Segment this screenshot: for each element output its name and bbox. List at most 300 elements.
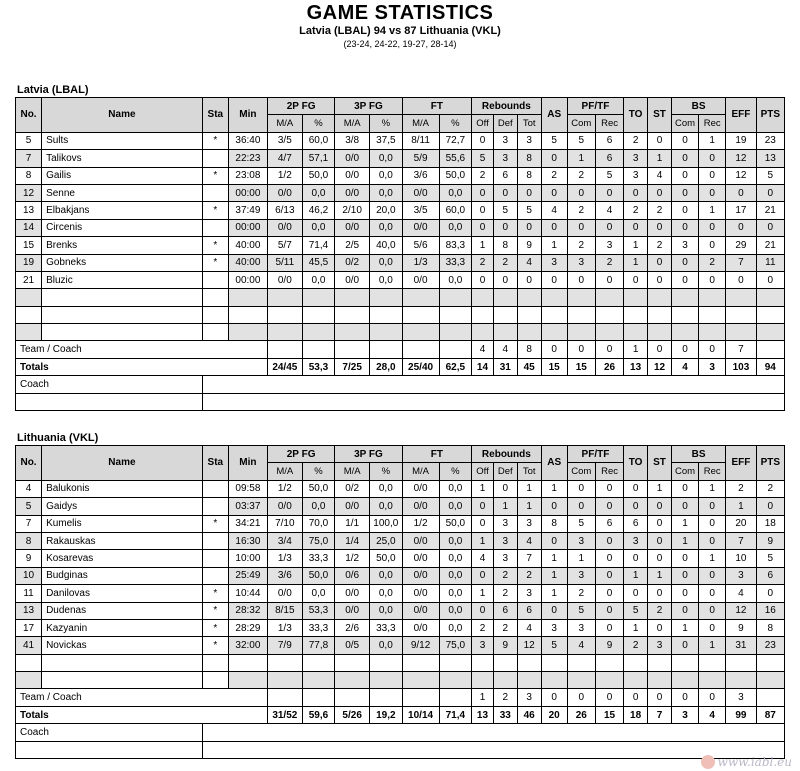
table-cell: 0/0 [402, 602, 439, 619]
table-cell [726, 306, 756, 323]
table-cell: 20 [541, 706, 567, 723]
table-cell: 1 [671, 532, 698, 549]
table-cell: 0/2 [335, 480, 370, 497]
col-header-bs: BS [671, 98, 725, 115]
table-cell: 0/0 [335, 184, 370, 201]
table-cell: 31 [493, 358, 517, 375]
empty-row [16, 324, 785, 341]
table-cell: 5 [756, 167, 784, 184]
table-cell: 0,0 [439, 480, 472, 497]
table-cell: 15 [16, 237, 42, 254]
table-cell: 1 [699, 637, 726, 654]
table-cell [756, 341, 784, 358]
table-cell: 36:40 [228, 132, 267, 149]
table-cell: 0 [648, 689, 672, 706]
table-cell: 37,5 [370, 132, 403, 149]
table-cell: 2 [493, 619, 517, 636]
table-cell: 19 [726, 132, 756, 149]
table-cell: 3 [624, 150, 648, 167]
col-subheader-com: Com [567, 463, 595, 480]
table-cell [595, 289, 623, 306]
table-cell [402, 306, 439, 323]
table-cell: 0,0 [302, 271, 335, 288]
table-cell [370, 306, 403, 323]
table-cell [302, 341, 335, 358]
table-cell: 4 [699, 706, 726, 723]
table-cell: 0 [671, 184, 698, 201]
table-cell [624, 306, 648, 323]
table-cell: 0/0 [335, 585, 370, 602]
table-cell: 10:00 [228, 550, 267, 567]
table-cell: 100,0 [370, 515, 403, 532]
table-cell: 0 [648, 619, 672, 636]
table-cell: 0 [595, 341, 623, 358]
table-cell [472, 306, 494, 323]
table-cell [202, 498, 228, 515]
table-cell [541, 672, 567, 689]
table-cell [335, 341, 370, 358]
col-header-ft: FT [402, 446, 472, 463]
table-cell: 1 [624, 254, 648, 271]
table-cell: 9 [595, 637, 623, 654]
table-cell: 0 [756, 585, 784, 602]
table-cell: 57,1 [302, 150, 335, 167]
table-cell: 6 [517, 602, 541, 619]
col-subheader-ma: M/A [267, 463, 302, 480]
table-cell: 8 [16, 167, 42, 184]
table-cell: 03:37 [228, 498, 267, 515]
table-cell: 3 [726, 689, 756, 706]
table-cell: 0 [671, 167, 698, 184]
table-cell: 28,0 [370, 358, 403, 375]
table-cell: 0 [671, 567, 698, 584]
table-cell [671, 306, 698, 323]
table-cell: 0/0 [402, 184, 439, 201]
table-cell: 0 [541, 271, 567, 288]
player-name: Dudenas [42, 602, 203, 619]
table-cell: 3 [726, 567, 756, 584]
table-cell [16, 654, 42, 671]
table-cell: 70,0 [302, 515, 335, 532]
table-cell [472, 654, 494, 671]
table-cell [567, 324, 595, 341]
table-cell: 12 [16, 184, 42, 201]
player-name: Brenks [42, 237, 203, 254]
table-cell: 09:58 [228, 480, 267, 497]
table-cell: 8 [517, 167, 541, 184]
table-cell [439, 324, 472, 341]
table-cell: 0 [493, 480, 517, 497]
table-cell: 5 [541, 132, 567, 149]
player-name: Sults [42, 132, 203, 149]
table-cell [595, 654, 623, 671]
table-cell: 5 [567, 602, 595, 619]
table-cell [699, 306, 726, 323]
table-cell: 0 [699, 184, 726, 201]
table-cell: 0 [648, 341, 672, 358]
table-cell: 11 [756, 254, 784, 271]
table-cell: 15 [567, 358, 595, 375]
table-cell: 7 [517, 550, 541, 567]
table-cell: 12 [517, 637, 541, 654]
table-cell [472, 672, 494, 689]
table-cell: 10 [16, 567, 42, 584]
table-cell: 71,4 [302, 237, 335, 254]
col-header-no: No. [16, 446, 42, 481]
table-cell: 5/7 [267, 237, 302, 254]
table-cell: 2 [648, 202, 672, 219]
table-cell [202, 271, 228, 288]
table-cell: 59,6 [302, 706, 335, 723]
col-subheader-ma: M/A [402, 115, 439, 132]
table-cell: 3 [493, 550, 517, 567]
table-cell: 50,0 [439, 167, 472, 184]
player-name: Elbakjans [42, 202, 203, 219]
table-cell: 50,0 [302, 167, 335, 184]
table-cell [567, 654, 595, 671]
table-cell [517, 289, 541, 306]
table-cell: 0 [624, 219, 648, 236]
table-cell: 0 [699, 498, 726, 515]
table-cell: 7 [726, 532, 756, 549]
table-cell: 23 [756, 132, 784, 149]
player-name: Talikovs [42, 150, 203, 167]
empty-row [16, 306, 785, 323]
col-subheader-ma: M/A [402, 463, 439, 480]
table-cell [595, 672, 623, 689]
table-cell [202, 741, 784, 758]
col-header-2pfg: 2P FG [267, 98, 334, 115]
table-cell: 8 [756, 619, 784, 636]
coach-label: Coach [16, 724, 203, 741]
table-cell: 3 [567, 532, 595, 549]
table-cell: 6 [756, 567, 784, 584]
table-cell: 0 [624, 480, 648, 497]
table-cell: 45 [517, 358, 541, 375]
table-cell: 0 [595, 567, 623, 584]
col-header-eff: EFF [726, 98, 756, 133]
table-cell: 0/0 [402, 585, 439, 602]
table-cell [493, 672, 517, 689]
table-cell [228, 324, 267, 341]
player-row [16, 532, 785, 549]
table-cell: 0/0 [402, 550, 439, 567]
table-cell [202, 654, 228, 671]
table-cell: 9 [493, 637, 517, 654]
col-header-eff: EFF [726, 446, 756, 481]
table-cell: 3 [517, 585, 541, 602]
table-cell: 5 [16, 132, 42, 149]
col-header-min: Min [228, 98, 267, 133]
table-cell: 0 [699, 532, 726, 549]
table-cell: 0/0 [267, 498, 302, 515]
table-cell: 7 [16, 515, 42, 532]
table-cell: 6/13 [267, 202, 302, 219]
table-cell: 15 [595, 706, 623, 723]
table-cell: 0 [472, 184, 494, 201]
col-subheader-pct: % [439, 463, 472, 480]
player-row [16, 480, 785, 497]
table-cell [671, 324, 698, 341]
table-cell: 16:30 [228, 532, 267, 549]
player-name: Gailis [42, 167, 203, 184]
table-cell: 0 [756, 184, 784, 201]
table-cell: 1 [699, 550, 726, 567]
table-cell: 0/0 [402, 498, 439, 515]
col-header-pftf: PF/TF [567, 446, 623, 463]
table-cell: 0,0 [370, 637, 403, 654]
table-cell [16, 324, 42, 341]
table-cell: 26 [595, 358, 623, 375]
table-cell [402, 289, 439, 306]
table-cell: 8 [493, 237, 517, 254]
table-cell: 3 [624, 167, 648, 184]
table-cell: 17 [16, 619, 42, 636]
table-cell [726, 324, 756, 341]
table-cell [439, 341, 472, 358]
table-cell: 1 [699, 480, 726, 497]
table-cell: 10 [726, 550, 756, 567]
table-cell [267, 654, 302, 671]
quarter-scores: (23-24, 24-22, 19-27, 28-14) [343, 39, 457, 49]
table-cell [202, 532, 228, 549]
table-cell: 45,5 [302, 254, 335, 271]
table-cell: 0/0 [267, 219, 302, 236]
player-row [16, 550, 785, 567]
table-cell [302, 324, 335, 341]
table-cell [756, 672, 784, 689]
table-cell [335, 289, 370, 306]
table-cell: 33,3 [370, 619, 403, 636]
table-cell [228, 306, 267, 323]
table-cell: 0/6 [335, 567, 370, 584]
table-cell: 3 [624, 532, 648, 549]
table-cell: 0 [648, 132, 672, 149]
table-cell: 2 [541, 167, 567, 184]
table-cell: 0 [671, 602, 698, 619]
table-cell [493, 654, 517, 671]
table-cell: 3/6 [402, 167, 439, 184]
table-cell: 0 [472, 567, 494, 584]
table-cell: 6 [493, 167, 517, 184]
table-cell: 0 [624, 271, 648, 288]
table-cell: 0,0 [370, 184, 403, 201]
table-cell: 0 [567, 219, 595, 236]
table-cell: 0 [648, 254, 672, 271]
table-cell: 0 [493, 219, 517, 236]
table-cell: 75,0 [439, 637, 472, 654]
table-cell: 0 [726, 219, 756, 236]
table-cell [202, 480, 228, 497]
table-cell: 3 [493, 532, 517, 549]
table-cell: 10/14 [402, 706, 439, 723]
table-cell: 1 [648, 480, 672, 497]
team-1-title: Latvia (LBAL) [17, 84, 89, 96]
table-cell: 50,0 [370, 550, 403, 567]
table-cell [541, 324, 567, 341]
table-cell: 0 [699, 237, 726, 254]
table-cell: 7 [726, 341, 756, 358]
table-cell: 15 [541, 358, 567, 375]
table-cell: 3 [517, 515, 541, 532]
col-subheader-ma: M/A [335, 463, 370, 480]
table-cell [202, 184, 228, 201]
table-cell: 1/3 [402, 254, 439, 271]
table-cell: * [202, 637, 228, 654]
table-cell: 0 [671, 637, 698, 654]
table-cell: 1/3 [267, 550, 302, 567]
table-cell [517, 306, 541, 323]
col-subheader-rec: Rec [699, 463, 726, 480]
table-cell: 7 [726, 254, 756, 271]
table-cell: 1 [541, 550, 567, 567]
table-cell: 1 [699, 132, 726, 149]
table-cell: 12 [726, 167, 756, 184]
table-cell: 37:49 [228, 202, 267, 219]
table-cell: 4/7 [267, 150, 302, 167]
table-cell: 0 [699, 167, 726, 184]
table-cell: 0,0 [370, 271, 403, 288]
table-cell: 5/11 [267, 254, 302, 271]
table-cell: 0 [699, 271, 726, 288]
table-cell: 0 [699, 341, 726, 358]
table-cell: 0 [567, 498, 595, 515]
table-cell: 2 [726, 480, 756, 497]
table-cell: 0 [671, 219, 698, 236]
table-cell: 0 [472, 202, 494, 219]
table-cell: 60,0 [302, 132, 335, 149]
table-cell: 0,0 [439, 585, 472, 602]
table-cell: 1 [671, 619, 698, 636]
table-cell: 2 [567, 237, 595, 254]
col-subheader-tot: Tot [517, 115, 541, 132]
table-cell: 0,0 [302, 585, 335, 602]
table-cell [335, 654, 370, 671]
table-cell: 0 [699, 689, 726, 706]
table-cell: 0 [671, 132, 698, 149]
table-cell: 1/2 [267, 480, 302, 497]
table-cell: 3 [567, 254, 595, 271]
table-cell: 1 [648, 567, 672, 584]
table-cell: 21 [756, 237, 784, 254]
table-cell: 11 [16, 585, 42, 602]
col-header-2pfg: 2P FG [267, 446, 334, 463]
table-cell: 1 [472, 689, 494, 706]
table-cell: 0 [472, 271, 494, 288]
table-cell: 0 [595, 532, 623, 549]
table-cell [517, 324, 541, 341]
table-cell: 3 [472, 637, 494, 654]
table-cell: 0 [541, 184, 567, 201]
table-cell: 0,0 [302, 498, 335, 515]
table-cell: 0 [472, 219, 494, 236]
table-cell: 0 [648, 271, 672, 288]
table-cell: 0 [699, 619, 726, 636]
player-name: Rakauskas [42, 532, 203, 549]
table-cell: 0 [472, 498, 494, 515]
table-cell: 1 [493, 498, 517, 515]
player-name: Gobneks [42, 254, 203, 271]
table-cell: 0,0 [439, 567, 472, 584]
table-cell: 00:00 [228, 219, 267, 236]
table-cell: 0 [595, 498, 623, 515]
table-cell: 2 [472, 167, 494, 184]
table-cell: 0 [541, 219, 567, 236]
table-cell: 13 [756, 150, 784, 167]
team-2-stats-table [15, 445, 785, 759]
ball-icon [701, 755, 715, 769]
table-cell: 5 [595, 167, 623, 184]
table-cell: 6 [624, 515, 648, 532]
table-cell: 0 [671, 498, 698, 515]
table-cell [648, 324, 672, 341]
col-header-ft: FT [402, 98, 472, 115]
table-cell: 3 [493, 515, 517, 532]
player-row [16, 619, 785, 636]
team-coach-row [16, 341, 785, 358]
table-cell: 0 [648, 532, 672, 549]
table-cell: 20 [726, 515, 756, 532]
table-cell: 19,2 [370, 706, 403, 723]
table-cell: 9 [16, 550, 42, 567]
table-cell: 4 [472, 550, 494, 567]
col-header-bs: BS [671, 446, 725, 463]
table-cell: 2 [493, 567, 517, 584]
table-cell: 77,8 [302, 637, 335, 654]
table-cell: 0,0 [370, 480, 403, 497]
table-cell: 18 [756, 515, 784, 532]
totals-label: Totals [16, 706, 268, 723]
table-cell: 13 [16, 602, 42, 619]
table-cell: 1 [472, 237, 494, 254]
table-cell: 1 [541, 585, 567, 602]
table-cell: 0,0 [439, 271, 472, 288]
table-cell: 53,3 [302, 358, 335, 375]
table-cell: 0,0 [370, 567, 403, 584]
table-cell: 2 [493, 254, 517, 271]
table-cell [402, 341, 439, 358]
table-cell [228, 654, 267, 671]
table-cell: 0 [671, 254, 698, 271]
table-cell [595, 306, 623, 323]
site-watermark: www.iabl.eu [701, 755, 792, 770]
table-cell: 1/2 [335, 550, 370, 567]
empty-row [16, 654, 785, 671]
table-cell: 0/0 [402, 480, 439, 497]
table-cell: 5/6 [402, 237, 439, 254]
table-cell [202, 672, 228, 689]
table-cell: 2 [472, 254, 494, 271]
table-cell [228, 672, 267, 689]
totals-row [16, 706, 785, 723]
player-name [42, 654, 203, 671]
table-cell [439, 672, 472, 689]
col-header-as: AS [541, 98, 567, 133]
team-coach-label: Team / Coach [16, 689, 268, 706]
report-header [0, 2, 800, 50]
table-cell: 0 [671, 202, 698, 219]
col-header-sta: Sta [202, 446, 228, 481]
table-cell: 0/5 [335, 637, 370, 654]
table-cell: 1 [541, 480, 567, 497]
table-cell [370, 672, 403, 689]
table-cell [648, 672, 672, 689]
table-cell: 00:00 [228, 271, 267, 288]
table-cell [726, 289, 756, 306]
table-cell [517, 672, 541, 689]
col-header-3pfg: 3P FG [335, 446, 402, 463]
table-cell: 0 [541, 689, 567, 706]
